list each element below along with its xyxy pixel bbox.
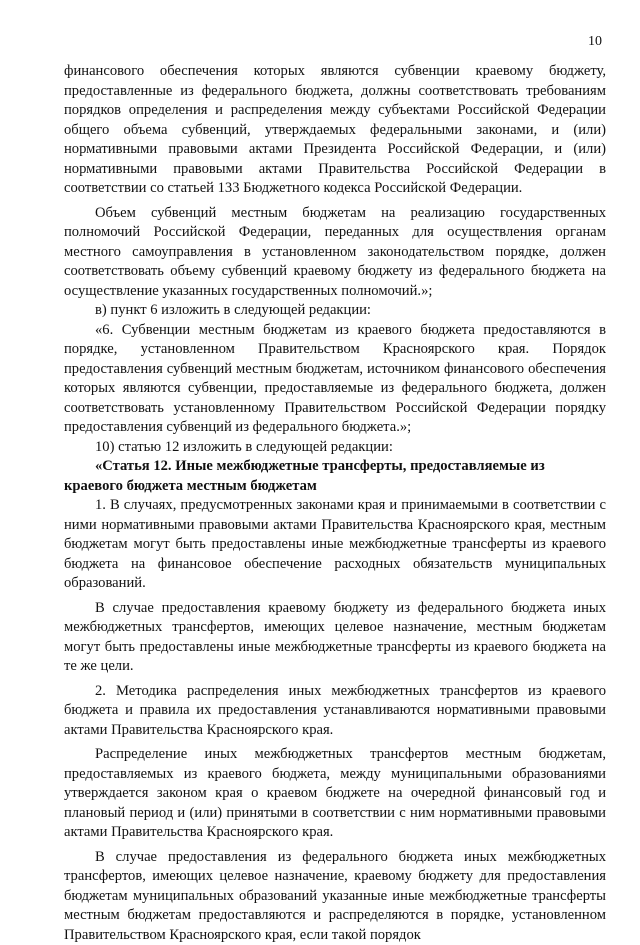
paragraph-article-12-item-2: 2. Методика распределения иных межбюджетных трансфертов из краевого бюджета и правила их предоставления устанавливаются нормативными правовыми актами Правительства Красноярского края. (64, 682, 606, 741)
paragraph-clause-6: «6. Субвенции местным бюджетам из краевого бюджета предоставляются в порядке, установленном Правительством Красноярского края. Порядок предоставления субвенций местным бюджетам, источником финансового обеспечения которых являются субвенции, предоставляемые из федерального бюджета, должен соответствовать установленному Правительством Российской Федерации порядку предоставления субвенций из федерального бюджета.»; (64, 321, 606, 438)
article-12-heading: «Статья 12. Иные межбюджетные трансферты, предоставляемые из краевого бюджета местным бюджетам (64, 457, 606, 496)
page-number: 10 (588, 34, 602, 50)
paragraph-transfer-distribution: Распределение иных межбюджетных трансфертов местным бюджетам, предоставляемых из краевого бюджета, между муниципальными образованиями утверждается законом края о краевом бюджете на очередной финансовый год и плановый период и (или) принятыми в соответствии с ним нормативными правовыми актами Правительства Красноярского края. (64, 745, 606, 843)
paragraph-article-12-item-1: 1. В случаях, предусмотренных законами края и принимаемыми в соответствии с ними нормативными правовыми актами Правительства Красноярского края, местным бюджетам могут быть предоставлены иные межбюджетные трансферты из краевого бюджета на финансовое обеспечение расходных обязательств муниципальных образований. (64, 496, 606, 594)
document-body (64, 62, 606, 945)
paragraph-federal-target-transfers: В случае предоставления из федерального бюджета иных межбюджетных трансфертов, имеющих целевое назначение, краевому бюджету для предоставления бюджетам муниципальных образований указанные иные межбюджетные трансферты местным бюджетам предоставляются и распределяются в порядке, установленном Правительством Красноярского края, если такой порядок (64, 848, 606, 945)
paragraph-continuation: финансового обеспечения которых являются субвенции краевому бюджету, предоставленные из федерального бюджета, должны соответствовать требованиям порядков определения и распределения между субъектами Российской Федерации общего объема субвенций, утверждаемых федеральными законами, и (или) нормативными правовыми актами Президента Российской Федерации, и (или) нормативными правовыми актами Правительства Российской Федерации в соответствии со статьей 133 Бюджетного кодекса Российской Федерации. (64, 62, 606, 199)
paragraph-article-12-amendment: 10) статью 12 изложить в следующей редакции: (64, 438, 606, 458)
paragraph-federal-transfers: В случае предоставления краевому бюджету из федерального бюджета иных межбюджетных трансфертов, имеющих целевое назначение, местным бюджетам могут быть предоставлены иные межбюджетные трансферты из краевого бюджета на те же цели. (64, 599, 606, 677)
paragraph-clause-b: в) пункт 6 изложить в следующей редакции: (64, 301, 606, 321)
paragraph-subvention-volume: Объем субвенций местным бюджетам на реализацию государственных полномочий Российской Федерации, переданных для осуществления органам местного самоуправления в установленном законодательством порядке, должен соответствовать объему субвенций краевому бюджету из федерального бюджета на осуществление указанных государственных полномочий.»; (64, 204, 606, 302)
